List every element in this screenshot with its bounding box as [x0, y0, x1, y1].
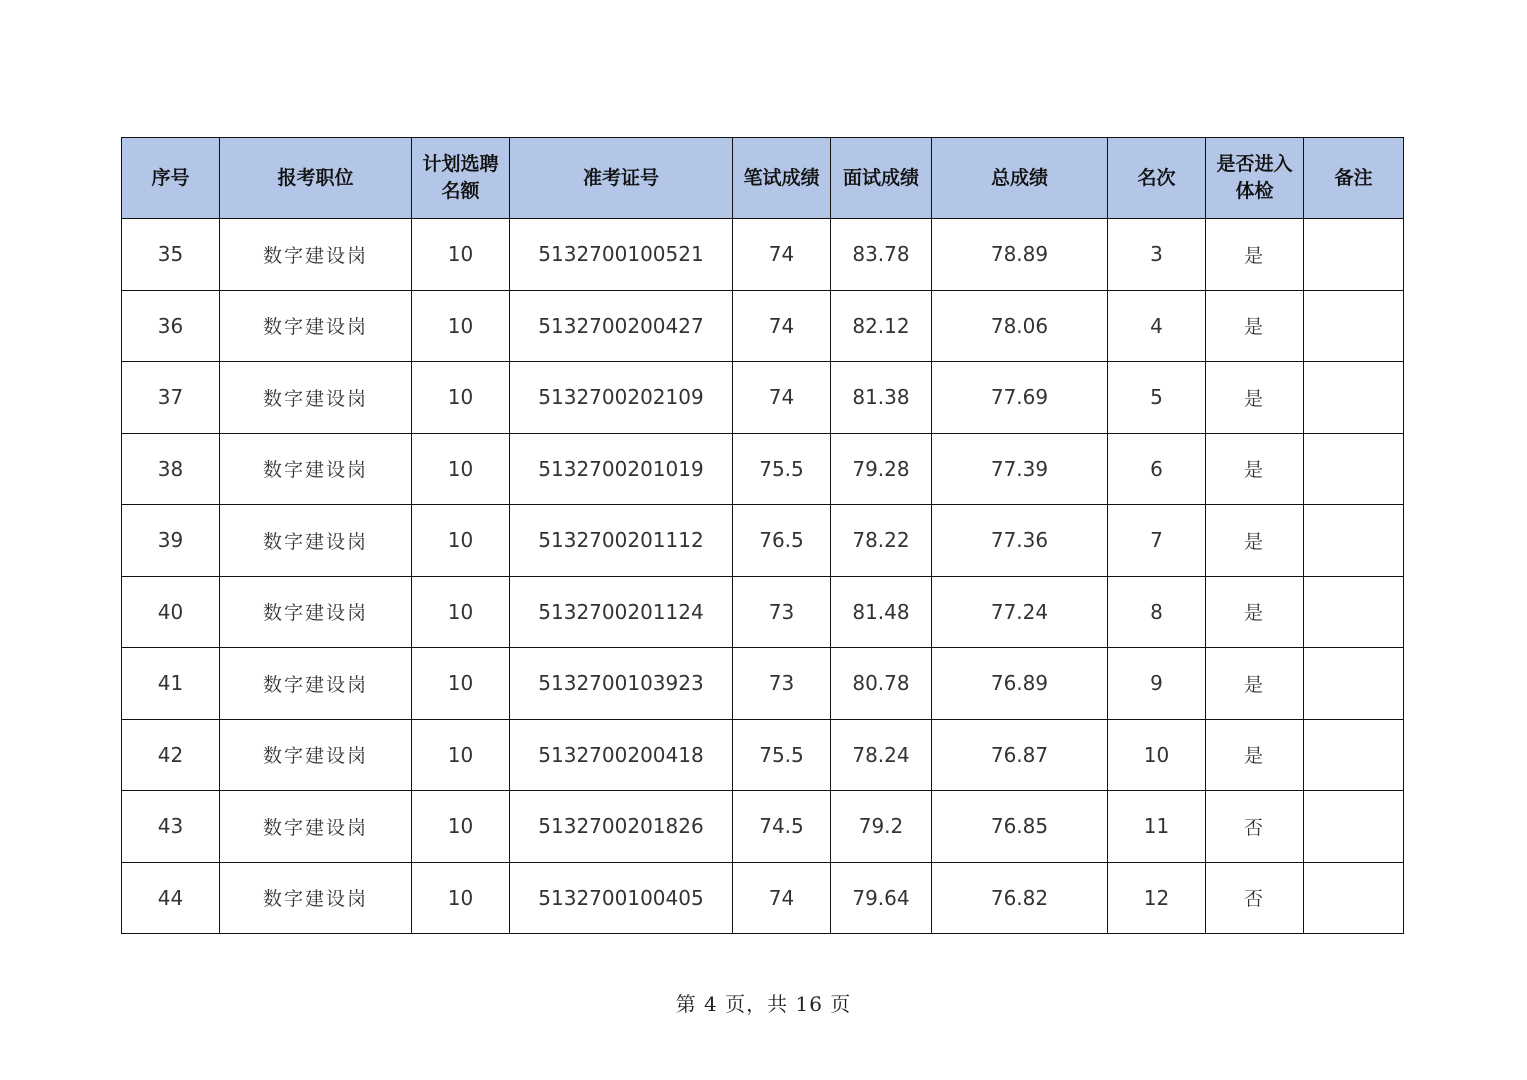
cell-total: 78.06 — [932, 290, 1108, 362]
cell-remark — [1304, 648, 1404, 720]
cell-seq: 42 — [122, 719, 220, 791]
table-row — [122, 862, 1404, 934]
cell-rank: 8 — [1108, 576, 1206, 648]
cell-total: 77.24 — [932, 576, 1108, 648]
cell-physical: 是 — [1206, 719, 1304, 791]
cell-exam-id: 5132700100521 — [510, 219, 733, 291]
cell-rank: 4 — [1108, 290, 1206, 362]
cell-exam-id: 5132700201826 — [510, 791, 733, 863]
header-physical-line1: 是否进入 — [1216, 153, 1293, 175]
table-row — [122, 505, 1404, 577]
cell-position: 数字建设岗 — [220, 648, 412, 720]
cell-physical: 是 — [1206, 362, 1304, 434]
cell-total: 76.87 — [932, 719, 1108, 791]
cell-interview: 81.48 — [831, 576, 932, 648]
cell-total: 76.89 — [932, 648, 1108, 720]
header-quota — [412, 138, 510, 219]
table-row — [122, 648, 1404, 720]
header-remark: 备注 — [1304, 138, 1404, 219]
cell-remark — [1304, 290, 1404, 362]
cell-exam-id: 5132700202109 — [510, 362, 733, 434]
cell-physical: 是 — [1206, 219, 1304, 291]
cell-interview: 79.64 — [831, 862, 932, 934]
cell-quota: 10 — [412, 362, 510, 434]
cell-seq: 43 — [122, 791, 220, 863]
cell-remark — [1304, 433, 1404, 505]
cell-interview: 83.78 — [831, 219, 932, 291]
cell-exam-id: 5132700201124 — [510, 576, 733, 648]
page-footer: 第 4 页，共 16 页 — [675, 992, 852, 1016]
cell-written: 73 — [733, 576, 831, 648]
header-position: 报考职位 — [220, 138, 412, 219]
cell-interview: 80.78 — [831, 648, 932, 720]
cell-seq: 39 — [122, 505, 220, 577]
cell-remark — [1304, 862, 1404, 934]
header-physical-line2: 体检 — [1235, 180, 1274, 202]
cell-written: 76.5 — [733, 505, 831, 577]
score-table — [121, 137, 1404, 934]
cell-rank: 5 — [1108, 362, 1206, 434]
cell-rank: 3 — [1108, 219, 1206, 291]
cell-exam-id: 5132700100405 — [510, 862, 733, 934]
cell-position: 数字建设岗 — [220, 505, 412, 577]
cell-remark — [1304, 219, 1404, 291]
cell-position: 数字建设岗 — [220, 862, 412, 934]
header-row — [122, 138, 1404, 219]
cell-position: 数字建设岗 — [220, 362, 412, 434]
table-row — [122, 362, 1404, 434]
cell-physical: 否 — [1206, 862, 1304, 934]
cell-position: 数字建设岗 — [220, 290, 412, 362]
table-row — [122, 576, 1404, 648]
cell-position: 数字建设岗 — [220, 576, 412, 648]
header-written: 笔试成绩 — [733, 138, 831, 219]
cell-remark — [1304, 719, 1404, 791]
cell-exam-id: 5132700201019 — [510, 433, 733, 505]
cell-position: 数字建设岗 — [220, 219, 412, 291]
cell-quota: 10 — [412, 719, 510, 791]
cell-seq: 35 — [122, 219, 220, 291]
cell-written: 74 — [733, 290, 831, 362]
cell-total: 77.36 — [932, 505, 1108, 577]
header-quota-line1: 计划选聘 — [422, 153, 499, 175]
table-row — [122, 219, 1404, 291]
cell-remark — [1304, 505, 1404, 577]
header-seq: 序号 — [122, 138, 220, 219]
cell-physical: 是 — [1206, 576, 1304, 648]
cell-physical: 是 — [1206, 648, 1304, 720]
header-quota-line2: 名额 — [441, 180, 480, 202]
header-total: 总成绩 — [932, 138, 1108, 219]
cell-position: 数字建设岗 — [220, 433, 412, 505]
cell-interview: 79.28 — [831, 433, 932, 505]
cell-total: 77.69 — [932, 362, 1108, 434]
cell-remark — [1304, 576, 1404, 648]
table-header — [122, 138, 1404, 219]
cell-quota: 10 — [412, 290, 510, 362]
cell-seq: 44 — [122, 862, 220, 934]
cell-quota: 10 — [412, 862, 510, 934]
cell-seq: 37 — [122, 362, 220, 434]
cell-written: 75.5 — [733, 719, 831, 791]
cell-rank: 10 — [1108, 719, 1206, 791]
cell-interview: 78.24 — [831, 719, 932, 791]
cell-written: 75.5 — [733, 433, 831, 505]
cell-physical: 否 — [1206, 791, 1304, 863]
cell-quota: 10 — [412, 219, 510, 291]
cell-position: 数字建设岗 — [220, 719, 412, 791]
header-exam-id: 准考证号 — [510, 138, 733, 219]
cell-interview: 81.38 — [831, 362, 932, 434]
cell-seq: 41 — [122, 648, 220, 720]
cell-physical: 是 — [1206, 505, 1304, 577]
cell-rank: 9 — [1108, 648, 1206, 720]
cell-total: 76.82 — [932, 862, 1108, 934]
cell-rank: 12 — [1108, 862, 1206, 934]
table-row — [122, 290, 1404, 362]
table-body — [122, 219, 1404, 934]
cell-interview: 78.22 — [831, 505, 932, 577]
cell-physical: 是 — [1206, 433, 1304, 505]
cell-quota: 10 — [412, 648, 510, 720]
cell-total: 78.89 — [932, 219, 1108, 291]
cell-quota: 10 — [412, 505, 510, 577]
cell-quota: 10 — [412, 791, 510, 863]
cell-exam-id: 5132700200427 — [510, 290, 733, 362]
cell-written: 74 — [733, 219, 831, 291]
cell-remark — [1304, 362, 1404, 434]
header-rank: 名次 — [1108, 138, 1206, 219]
table-row — [122, 433, 1404, 505]
cell-interview: 82.12 — [831, 290, 932, 362]
cell-physical: 是 — [1206, 290, 1304, 362]
cell-remark — [1304, 791, 1404, 863]
cell-written: 74 — [733, 362, 831, 434]
table-row — [122, 791, 1404, 863]
cell-quota: 10 — [412, 576, 510, 648]
cell-quota: 10 — [412, 433, 510, 505]
cell-exam-id: 5132700200418 — [510, 719, 733, 791]
header-physical — [1206, 138, 1304, 219]
cell-total: 76.85 — [932, 791, 1108, 863]
cell-total: 77.39 — [932, 433, 1108, 505]
cell-rank: 6 — [1108, 433, 1206, 505]
cell-written: 74.5 — [733, 791, 831, 863]
cell-rank: 11 — [1108, 791, 1206, 863]
cell-seq: 36 — [122, 290, 220, 362]
cell-written: 73 — [733, 648, 831, 720]
cell-rank: 7 — [1108, 505, 1206, 577]
cell-seq: 38 — [122, 433, 220, 505]
cell-exam-id: 5132700201112 — [510, 505, 733, 577]
cell-seq: 40 — [122, 576, 220, 648]
header-interview: 面试成绩 — [831, 138, 932, 219]
cell-exam-id: 5132700103923 — [510, 648, 733, 720]
cell-position: 数字建设岗 — [220, 791, 412, 863]
cell-written: 74 — [733, 862, 831, 934]
cell-interview: 79.2 — [831, 791, 932, 863]
table-row — [122, 719, 1404, 791]
